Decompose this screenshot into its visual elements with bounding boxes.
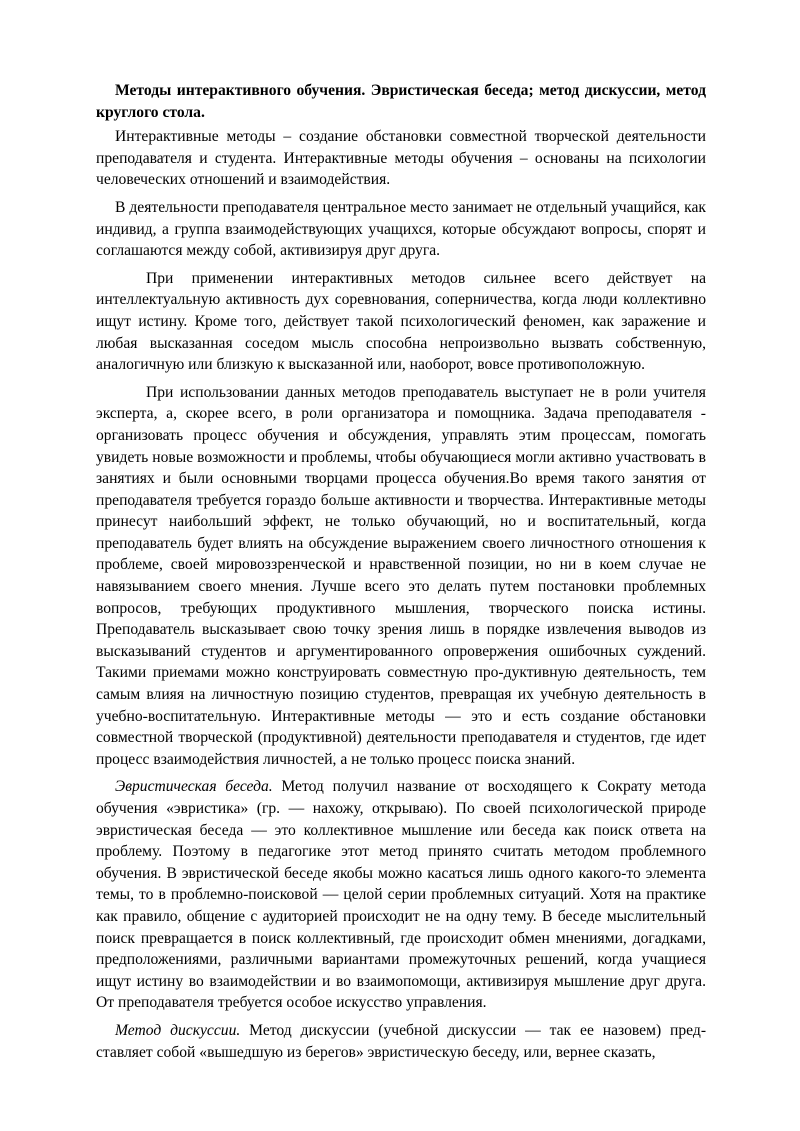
paragraph-group-interaction: В деятельности преподавателя центральное место занимает не отдельный учащийся, как индивид, а группа взаимодействующих учащихся, которые обсуждают вопросы, спорят и соглашаются между собой, активизируя друг друга. (96, 198, 706, 260)
heuristic-conversation-text: Метод получил название от восходящего к Сократу метода обучения «эвристика» (гр. — нахожу, открываю). По своей психологической природе эвристическая беседа — это коллективное мышление или беседа как поиск ответа на проблему. Поэтому в педагогике этот метод принято считать методом проблемного обучения. В эвристической беседе якобы можно касаться лишь одного какого-то элемента темы, то в проблемно-поисковой — целой серии проблемных ситуаций. Хотя на практике как правило, общение с аудиторией происходит не на одну тему. В беседе мыслительный поиск превращается в поиск коллективный, где происходит обмен мнениями, догадками, предположениями, различными вариантами промежуточных решений, когда учащиеся ищут истину во взаимодействии и во взаимопомощи, активизируя мышление друг друга. От преподавателя требуется особое искусство управления. (96, 778, 707, 1012)
paragraph-teacher-role: При использовании данных методов преподаватель выступает не в роли учителя эксперта, а, скорее всего, в роли организатора и помощника. Задача преподавателя - организовать процесс обучения и обсуждения, управлять этим процессам, помогать увидеть новые возможности и проблемы, чтобы обучающиеся могли активно участвовать в занятиях и были основными творцами процесса обучения.Во время такого занятия от преподавателя требуется гораздо больше активности и творчества. Интерактивные методы принесут наибольший эффект, не только обучающий, но и воспитательный, когда преподаватель будет влиять на обсуждение выражением своего личностного отношения к проблеме, своей мировоззренческой и нравственной позиции, но ни в коем случае не навязыванием своего мнения. Лучше всего это делать путем постановки проблемных вопросов, требующих продуктивного мышления, творческого поиска истины. Преподаватель высказывает свою точку зрения лишь в порядке извлечения выводов из высказываний студентов и аргументированного опровержения ошибочных суждений. Такими приемами можно конструировать совместную про-дуктивную деятельность, тем самым влияя на личностную позицию студентов, превращая их учебную деятельность в учебно-воспитательную. Интерактивные методы — это и есть создание обстановки совместной творческой (продуктивной) деятельности преподавателя и студентов, где идет процесс взаимодействия личностей, а не только процесс поиска знаний. (96, 383, 706, 768)
paragraph-heuristic-conversation (96, 776, 706, 1014)
document-page (96, 80, 706, 1063)
discussion-method-text: Метод дискуссии (учебной дискуссии — так ее назовем) пред-ставляет собой «вышедшую из берегов» эвристическую беседу, или, вернее сказать, (96, 1021, 707, 1061)
discussion-method-term: Метод дискуссии. (115, 1021, 241, 1039)
paragraph-interactive-methods-definition: Интерактивные методы – создание обстановки совместной творческой деятельности преподавателя и студента. Интерактивные методы обучения – основаны на психологии человеческих отношений и взаимодействия. (96, 128, 706, 189)
heuristic-conversation-term: Эвристическая беседа. (115, 778, 273, 796)
paragraph-competition-spirit: При применении интерактивных методов сильнее всего действует на интеллектуальную активность дух соревнования, соперничества, когда люди коллективно ищут истину. Кроме того, действует такой психологический феномен, как заражение и любая высказанная соседом мысль способна непроизвольно вызвать собственную, аналогичную или близкую к высказанной или, наоборот, вовсе противоположную. (96, 269, 706, 374)
document-title: Методы интерактивного обучения. Эвристическая беседа; метод дискуссии, метод круглого стола. (96, 82, 706, 121)
paragraph-discussion-method (96, 1020, 706, 1063)
